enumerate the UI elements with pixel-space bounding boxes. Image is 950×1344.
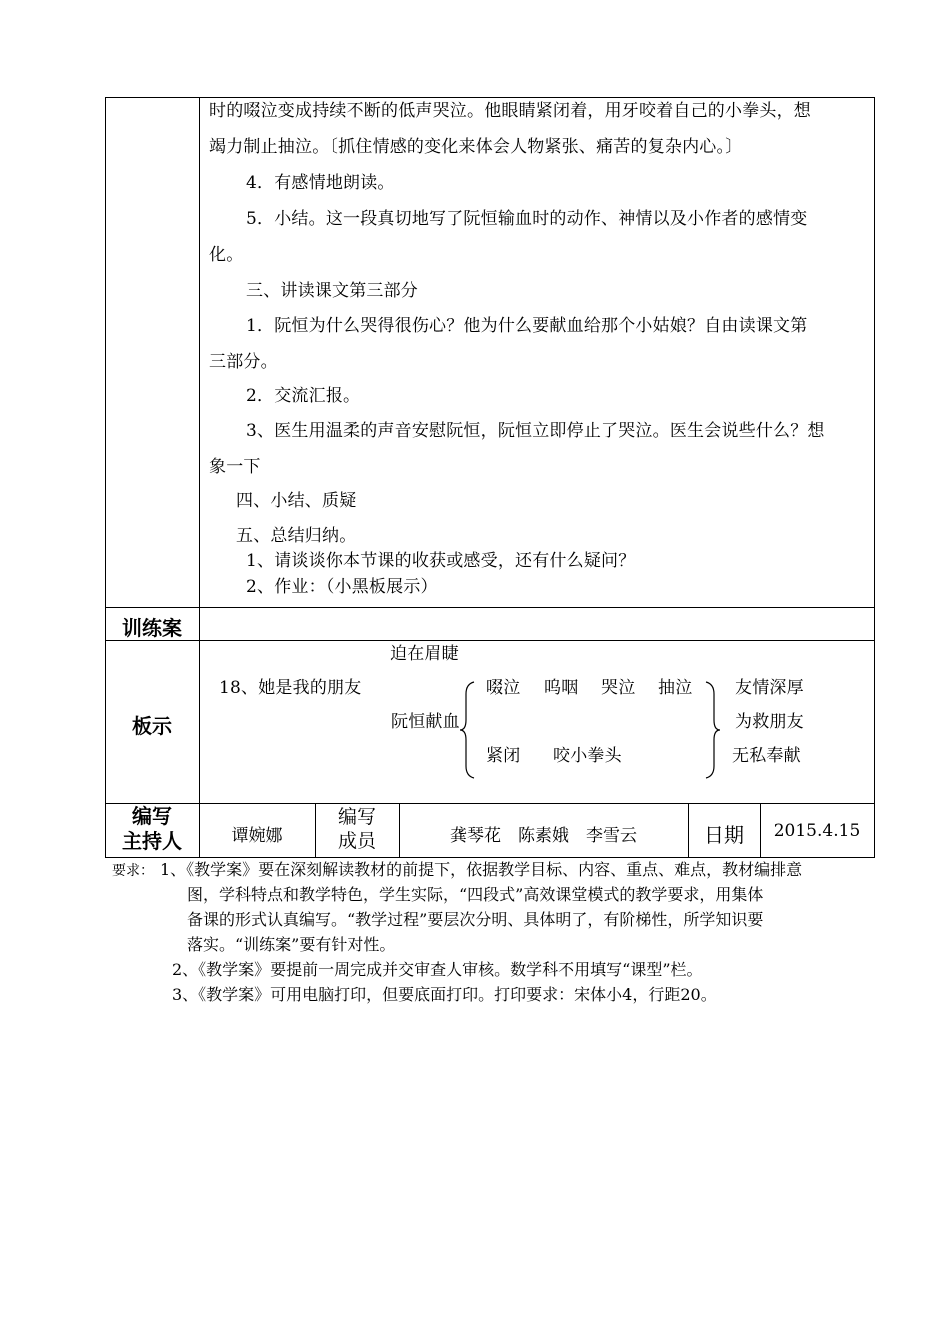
right-brace-icon [702,680,722,780]
board-word-6: 咬小拳头 [553,746,622,766]
board-label: 板示 [132,714,172,738]
date-value: 2015.4.15 [773,821,861,841]
board-word-2: 呜咽 [544,678,579,698]
host-name: 谭婉娜 [231,826,283,846]
board-top-word: 迫在眉睫 [390,644,459,664]
table-bottom-border [105,857,875,858]
board-right-2: 为救朋友 [735,712,804,732]
requirement-3: 3、《教学案》可用电脑打印，但要底面打印。打印要求：宋体小4，行距20。 [172,985,717,1004]
members-names: 龚琴花 陈素娥 李雪云 [450,826,637,846]
date-label: 日期 [704,823,744,847]
training-label: 训练案 [122,616,182,640]
members-label-line-2: 成员 [337,830,376,852]
requirement-1-line-1: 1、《教学案》要在深刻解读教材的前提下，依据教学目标、内容、重点、难点，教材编排意 [160,860,803,879]
table-top-border [105,97,875,98]
lesson-line-8: 三部分。 [209,352,278,372]
board-right-1: 友情深厚 [735,678,804,698]
board-center: 阮恒献血 [391,712,460,732]
board-right-3: 无私奉献 [732,746,801,766]
lesson-line-7: 1．阮恒为什么哭得很伤心？他为什么要献血给那个小姑娘？自由读课文第 [246,316,808,336]
board-title: 18、她是我的朋友 [219,678,362,698]
lesson-line-4: 5．小结。这一段真切地写了阮恒输血时的动作、神情以及小作者的感情变 [246,209,808,229]
lesson-line-15: 2、作业：（小黑板展示） [246,577,438,597]
members-label-line-1: 编写 [337,806,376,828]
host-label-line-1: 编写 [132,804,172,828]
lesson-line-13: 五、总结归纳。 [236,526,357,546]
left-brace-icon [458,680,478,780]
requirement-1-line-4: 落实。“训练案”要有针对性。 [187,935,396,954]
lesson-line-11: 象一下 [209,457,261,477]
host-label-line-2: 主持人 [122,829,182,853]
board-word-5: 紧闭 [486,746,521,766]
lesson-line-1: 时的啜泣变成持续不断的低声哭泣。他眼睛紧闭着，用牙咬着自己的小拳头，想 [209,101,811,121]
lesson-line-9: 2．交流汇报。 [246,386,361,406]
lesson-line-5: 化。 [209,245,244,265]
lesson-line-6: 三、讲读课文第三部分 [246,281,418,301]
board-row-top-border [105,640,875,641]
requirement-1-line-2: 图，学科特点和教学特色，学生实际，“四段式”高效课堂模式的教学要求，用集体 [187,885,764,904]
lesson-line-3: 4．有感情地朗读。 [246,173,395,193]
table-right-border [874,97,875,857]
table-left-border [105,97,106,857]
lesson-line-10: 3、医生用温柔的声音安慰阮恒，阮恒立即停止了哭泣。医生会说些什么？想 [246,421,825,441]
requirement-1-line-3: 备课的形式认真编写。“教学过程”要层次分明、具体明了，有阶梯性，所学知识要 [187,910,764,929]
lesson-line-12: 四、小结、质疑 [236,491,357,511]
lesson-line-14: 1、请谈谈你本节课的收获或感受，还有什么疑问？ [246,551,636,571]
requirements-prefix: 要求： [112,863,154,879]
training-row-top-border [105,607,875,608]
board-word-3: 哭泣 [601,678,636,698]
requirement-2: 2、《教学案》要提前一周完成并交审查人审核。数学科不用填写“课型”栏。 [172,960,703,979]
label-column-divider [199,97,200,857]
lesson-line-2: 竭力制止抽泣。〔抓住情感的变化来体会人物紧张、痛苦的复杂内心。〕 [209,137,743,157]
board-word-4: 抽泣 [658,678,693,698]
board-word-1: 啜泣 [486,678,521,698]
